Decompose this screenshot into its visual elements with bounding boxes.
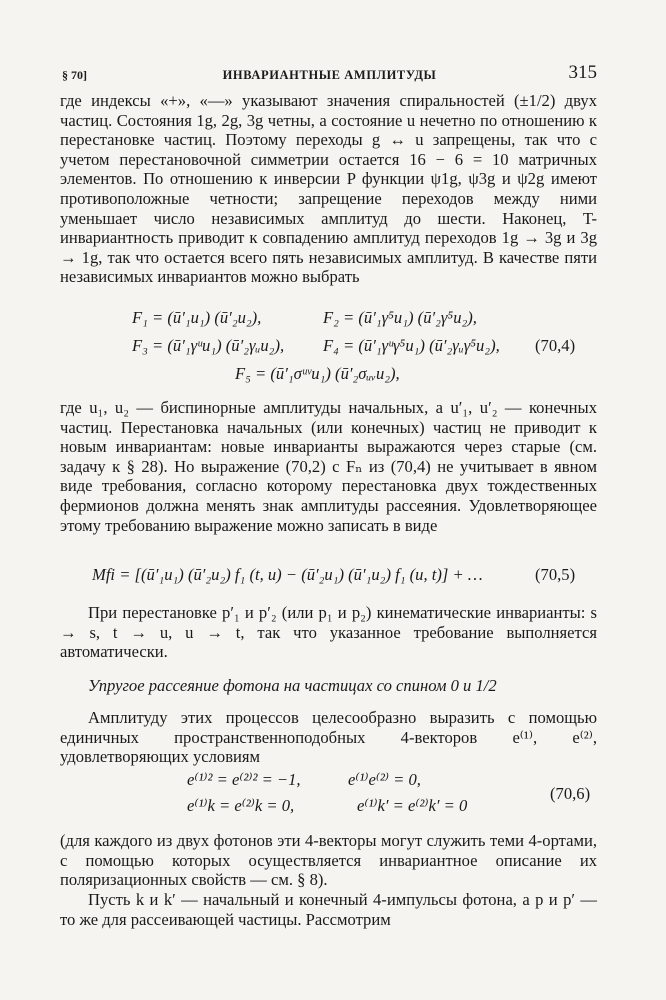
equation-f2: F₂ = (ū′₁γ⁵u₁) (ū′₂γ⁵u₂), (323, 308, 477, 327)
paragraph-photon-amplitude: Амплитуду этих процессов целесообразно выразить с помощью единичных пространственноподобных 4-векторов e⁽¹⁾, e⁽²⁾, удовлетворяющих условиям (60, 708, 597, 767)
equation-number: (70,4) (535, 336, 576, 355)
paragraph-bispinor: где u₁, u₂ — биспинорные амплитуды начальных, а u′₁, u′₂ — конечных частиц. Перестановка начальных (или конечных) частиц не приводит к новым инвариантам: новые инварианты выражаются через старые (см. задачу к § 28). Но выражение (70,2) с Fₙ из (70,4) не учитывает в явном виде требования, согласно которому перестановка двух тождественных фермионов должна менять знак амплитуды рассеяния. Удовлетворяющее этому требованию выражение можно записать в виде (60, 398, 597, 535)
equation-transverse-k: e⁽¹⁾k = e⁽²⁾k = 0, (187, 796, 295, 815)
section-subheading: Упругое рассеяние фотона на частицах со спином 0 и 1/2 (88, 676, 497, 695)
equation-transverse-k-prime: e⁽¹⁾k′ = e⁽²⁾k′ = 0 (357, 796, 468, 815)
equation-orthogonal: e⁽¹⁾e⁽²⁾ = 0, (348, 770, 421, 789)
page-header (62, 62, 597, 88)
paragraph-helicity: где индексы «+», «—» указывают значения спиральностей (±1/2) двух частиц. Состояния 1g, 2g, 3g четны, а состояние u нечетно по отношению к перестановке частиц. Поэтому переходы g ↔ u запрещены, так что с учетом перестановочной симметрии остается 16 − 6 = 10 матричных элементов. По отношению к инверсии P функции ψ1g, ψ3g и ψ2g имеют противоположные четности; запрещение переходов между ними уменьшает число независимых амплитуд до шести. Наконец, T-инвариантность приводит к совпадению амплитуд переходов 1g → 3g и 3g → 1g, так что остается всего пять независимых амплитуд. В качестве пяти независимых инвариантов можно выбрать (60, 91, 597, 287)
paragraph-orts: (для каждого из двух фотонов эти 4-векторы могут служить теми 4-ортами, с помощью которых осуществляется инвариантное описание их поляризационных свойств — см. § 8). (60, 831, 597, 890)
page-number: 315 (568, 62, 597, 83)
equation-m-fi: Mfi = [(ū′₁u₁) (ū′₂u₂) f₁ (t, u) − (ū′₂u₁) (ū′₁u₂) f₁ (u, t)] + … (92, 565, 483, 584)
equation-f1: F₁ = (ū′₁u₁) (ū′₂u₂), (132, 308, 262, 327)
equation-f3: F₃ = (ū′₁γᵘu₁) (ū′₂γᵤu₂), (132, 336, 285, 355)
equation-number: (70,6) (550, 784, 591, 803)
paragraph-momenta: Пусть k и k′ — начальный и конечный 4-импульсы фотона, а p и p′ — то же для рассеивающей частицы. Рассмотрим (60, 890, 597, 929)
equation-number: (70,5) (535, 565, 576, 584)
paragraph-permutation: При перестановке p′₁ и p′₂ (или p₁ и p₂) кинематические инварианты: s → s, t → u, u → t, так что указанное требование выполняется автоматически. (60, 603, 597, 662)
running-title: ИНВАРИАНТНЫЕ АМПЛИТУДЫ (222, 68, 437, 82)
section-reference: § 70] (62, 68, 87, 82)
equation-f5: F₅ = (ū′₁σᵘᵛu₁) (ū′₂σᵤᵥu₂), (235, 364, 400, 383)
equation-f4: F₄ = (ū′₁γᵘγ⁵u₁) (ū′₂γᵤγ⁵u₂), (323, 336, 500, 355)
equation-norm: e⁽¹⁾² = e⁽²⁾² = −1, (187, 770, 301, 789)
